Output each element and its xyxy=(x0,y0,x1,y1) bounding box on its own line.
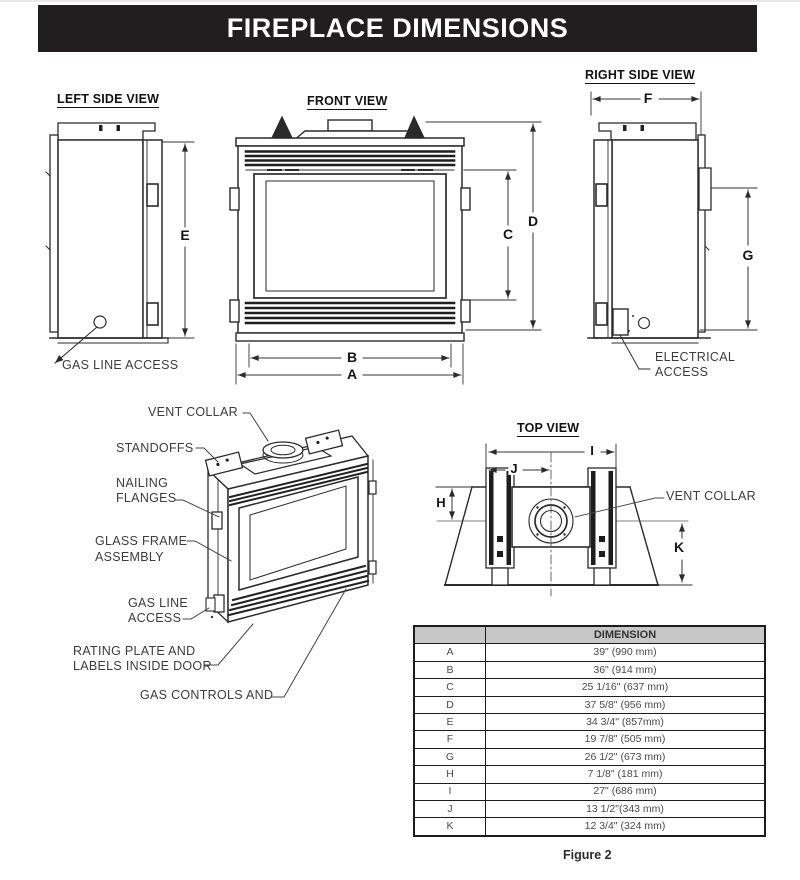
top-view-title: TOP VIEW xyxy=(517,421,580,435)
iso-nailing-flanges-label-line2: FLANGES xyxy=(116,491,177,505)
top-view-drawing xyxy=(436,444,692,596)
dimension-value: 26 1/2" (673 mm) xyxy=(486,748,766,765)
table-header-dimension-cell: DIMENSION xyxy=(486,626,766,644)
dimension-key: E xyxy=(414,713,486,730)
left-view-nailing-bracket-bottom xyxy=(147,303,158,325)
iso-rating-plate-label-line2: LABELS INSIDE DOOR xyxy=(73,659,212,673)
page-title: FIREPLACE DIMENSIONS xyxy=(38,5,757,52)
right-side-view-drawing xyxy=(588,92,757,369)
dimension-value: 34 3/4" (857mm) xyxy=(486,713,766,730)
dimension-key: A xyxy=(414,644,486,661)
dim-label-b: B xyxy=(346,349,358,365)
electrical-access-label-line2: ACCESS xyxy=(655,365,709,379)
table-row xyxy=(414,818,765,836)
right-view-nailing-bracket-bottom xyxy=(596,303,607,325)
top-vent-collar-label: VENT COLLAR xyxy=(666,489,756,503)
dimension-table xyxy=(413,625,766,837)
gas-line-access-label: GAS LINE ACCESS xyxy=(62,358,179,372)
table-row xyxy=(414,783,765,800)
dimension-key: H xyxy=(414,766,486,783)
iso-gas-line-access-label-line1: GAS LINE xyxy=(128,596,189,610)
right-side-view-title: RIGHT SIDE VIEW xyxy=(585,68,695,82)
dim-label-j: J xyxy=(510,461,518,476)
isometric-view-drawing xyxy=(175,413,376,697)
right-view-nailing-bracket-top xyxy=(596,184,607,206)
dimension-key: B xyxy=(414,661,486,678)
dimension-value: 19 7/8" (505 mm) xyxy=(486,731,766,748)
table-header-row xyxy=(414,626,765,644)
figure-caption: Figure 2 xyxy=(563,848,612,862)
dim-label-k: K xyxy=(673,539,685,555)
dim-label-e: E xyxy=(180,227,190,243)
front-standoff-right xyxy=(405,117,424,138)
table-row xyxy=(414,800,765,817)
iso-standoffs-label: STANDOFFS xyxy=(116,441,194,455)
dim-label-d: D xyxy=(527,213,539,229)
dimension-key: G xyxy=(414,748,486,765)
table-row xyxy=(414,661,765,678)
front-view-title: FRONT VIEW xyxy=(307,94,388,108)
dim-label-g: G xyxy=(742,247,754,263)
dimension-value: 25 1/16" (637 mm) xyxy=(486,679,766,696)
front-view-drawing xyxy=(230,117,541,384)
dimension-value: 37 5/8" (956 mm) xyxy=(486,696,766,713)
iso-rating-plate-label-line1: RATING PLATE AND xyxy=(73,644,196,658)
electrical-access-label-line1: ELECTRICAL xyxy=(655,350,736,364)
table-row xyxy=(414,679,765,696)
iso-gas-line-access-label-line2: ACCESS xyxy=(128,611,182,625)
dim-label-c: C xyxy=(502,226,514,242)
dim-label-i: I xyxy=(590,443,594,458)
left-view-nailing-bracket-top xyxy=(147,184,158,206)
dimension-key: J xyxy=(414,800,486,817)
dimension-value: 7 1/8" (181 mm) xyxy=(486,766,766,783)
table-row xyxy=(414,731,765,748)
dimension-value: 12 3/4" (324 mm) xyxy=(486,818,766,836)
iso-glass-frame-label-line1: GLASS FRAME xyxy=(95,534,188,548)
electrical-access-leader xyxy=(620,335,650,369)
left-side-view-title: LEFT SIDE VIEW xyxy=(57,92,160,106)
right-view-vent-profile xyxy=(699,168,711,210)
top-view-rail-left xyxy=(486,468,514,585)
iso-vent-collar xyxy=(263,442,303,458)
dimension-key: F xyxy=(414,731,486,748)
top-view-rail-right xyxy=(588,468,616,585)
dim-label-a: A xyxy=(346,366,358,382)
table-row xyxy=(414,766,765,783)
dimension-value: 13 1/2"(343 mm) xyxy=(486,800,766,817)
left-side-view-drawing xyxy=(46,123,194,363)
iso-nailing-flanges-label-line1: NAILING xyxy=(116,476,169,490)
iso-gas-controls-label: GAS CONTROLS AND xyxy=(140,688,274,702)
table-row xyxy=(414,696,765,713)
dimension-value: 27" (686 mm) xyxy=(486,783,766,800)
table-header-key-cell xyxy=(414,626,486,644)
dimension-key: I xyxy=(414,783,486,800)
dim-label-h: H xyxy=(436,495,446,510)
iso-glass-frame-label-line2: ASSEMBLY xyxy=(95,550,164,564)
dimension-value: 36" (914 mm) xyxy=(486,661,766,678)
table-row xyxy=(414,644,765,661)
electrical-access-box xyxy=(613,309,628,335)
front-standoff-left xyxy=(272,117,292,138)
iso-vent-collar-label: VENT COLLAR xyxy=(148,405,238,419)
front-vent-collar-top xyxy=(328,120,372,131)
dimension-key: C xyxy=(414,679,486,696)
table-row xyxy=(414,713,765,730)
front-glass xyxy=(266,181,434,291)
table-row xyxy=(414,748,765,765)
dim-label-f: F xyxy=(643,90,653,106)
dimension-value: 39" (990 mm) xyxy=(486,644,766,661)
dimension-table-body xyxy=(414,644,765,836)
dimension-key: K xyxy=(414,818,486,836)
dimension-key: D xyxy=(414,696,486,713)
